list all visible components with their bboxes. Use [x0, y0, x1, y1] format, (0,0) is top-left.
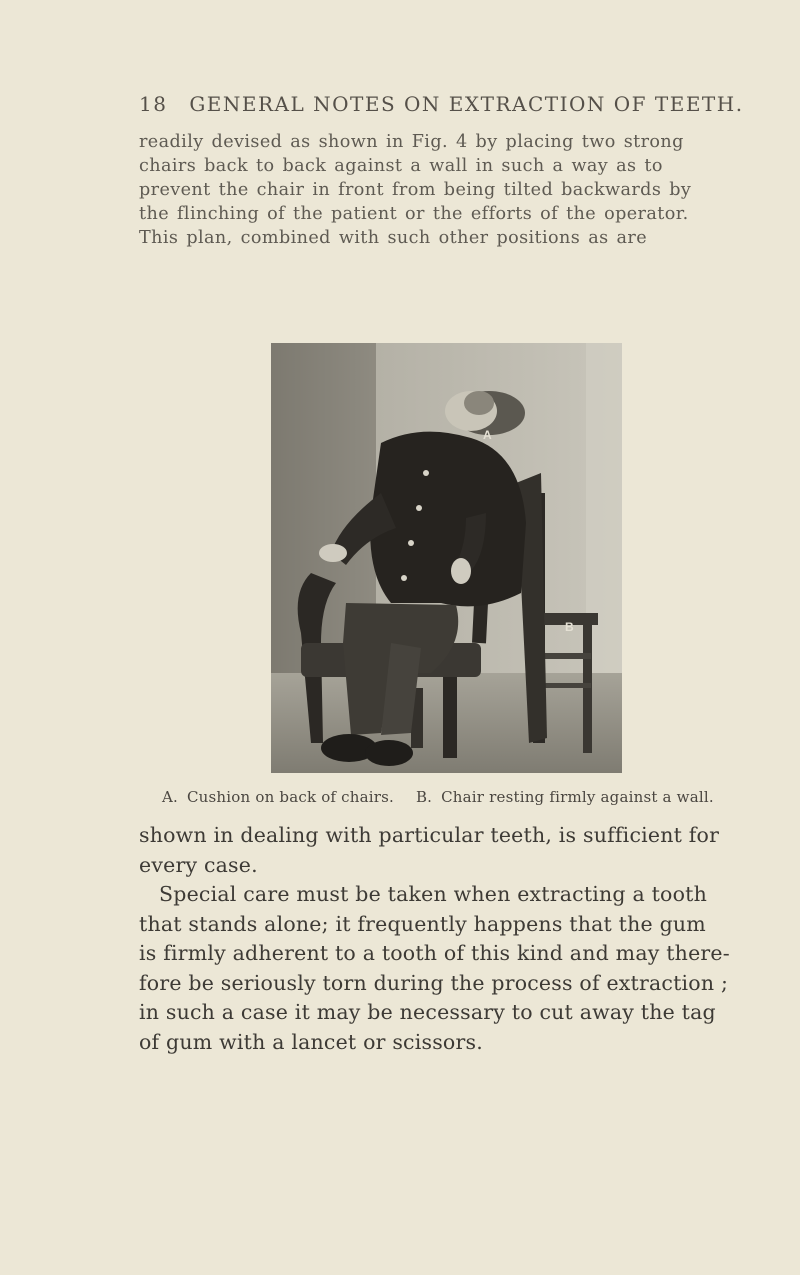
running-title: GENERAL NOTES ON EXTRACTION OF TEETH. [189, 92, 744, 116]
caption-text-a: Cushion on back of chairs. [186, 788, 394, 806]
text-line: prevent the chair in front from being tilted backwards by [139, 180, 692, 200]
text-line: shown in dealing with particular teeth, is sufficient for [139, 823, 720, 847]
figure-label-a: A [483, 428, 492, 442]
caption-text-b: Chair resting firmly against a wall. [441, 788, 714, 806]
text-line: every case. [139, 852, 258, 877]
page-number: 18 [139, 92, 168, 116]
text-line: is firmly adherent to a tooth of this kind and may there- [139, 941, 730, 965]
figure-photograph [271, 343, 622, 773]
text-line: fore be seriously torn during the process of extraction ; [139, 970, 729, 995]
paragraph-top [139, 130, 719, 250]
text-line: that stands alone; it frequently happens that the gum [139, 911, 706, 936]
caption-key-b: B. [415, 788, 433, 806]
text-line: readily devised as shown in Fig. 4 by placing two strong [139, 132, 684, 152]
running-head [139, 92, 744, 116]
text-line: Special care must be taken when extracting a tooth [159, 882, 707, 906]
caption-key-a: A. [162, 788, 179, 806]
text-line: in such a case it may be necessary to cut away the tag [139, 1000, 716, 1024]
text-line: chairs back to back against a wall in such a way as to [139, 156, 663, 176]
paragraph-bottom [139, 821, 730, 1057]
text-line: of gum with a lancet or scissors. [139, 1029, 483, 1054]
photo-illustration [271, 343, 622, 773]
text-line: This plan, combined with such other positions as are [139, 228, 648, 248]
figure-caption [162, 788, 722, 806]
text-line: the flinching of the patient or the efforts of the operator. [139, 204, 689, 224]
figure-label-b: B [565, 620, 574, 634]
